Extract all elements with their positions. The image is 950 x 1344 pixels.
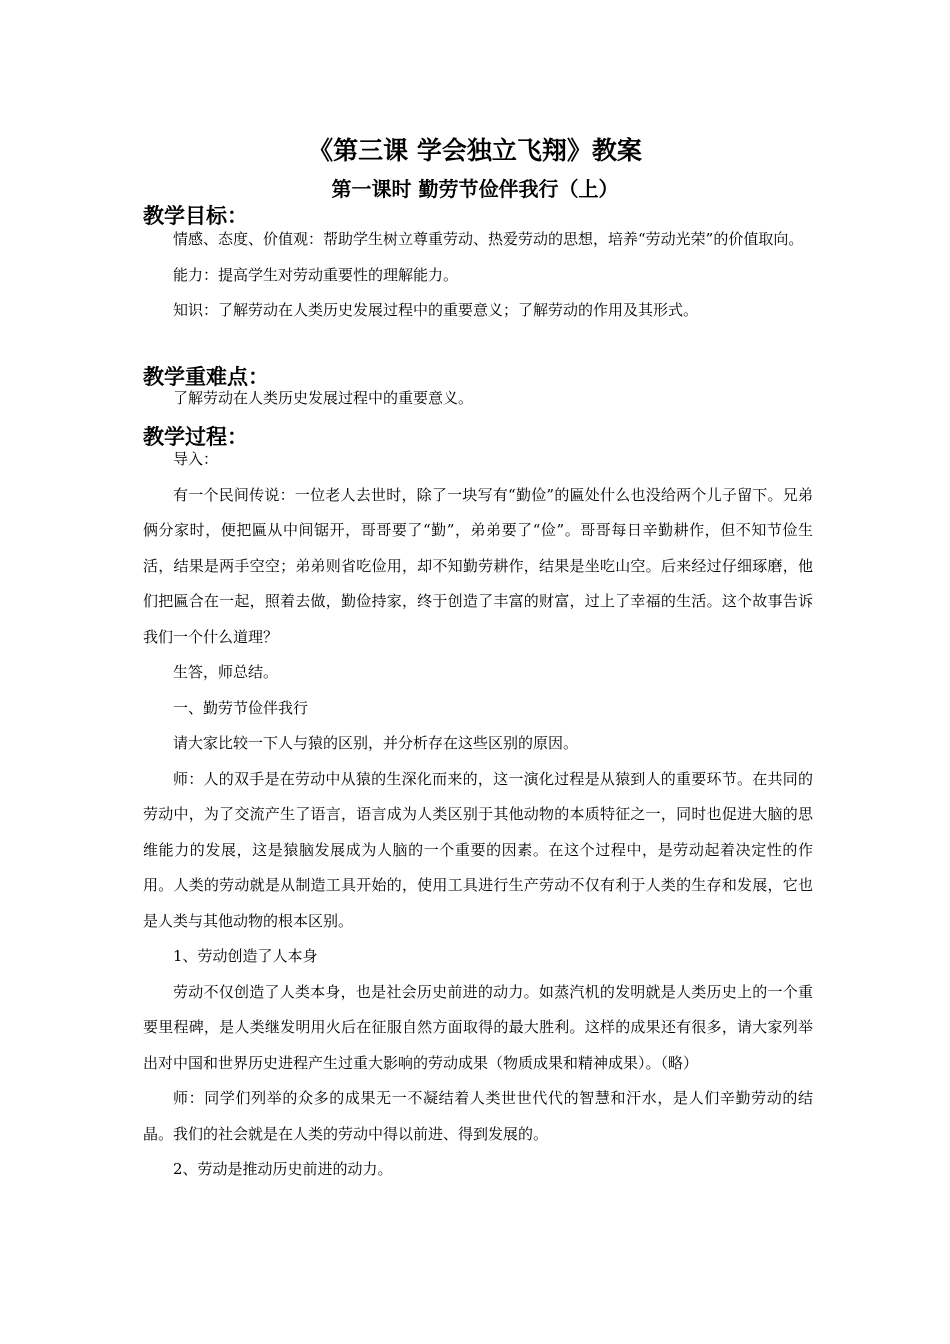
section-heading-key-points: 教学重难点： xyxy=(143,365,269,389)
section-heading-objectives: 教学目标： xyxy=(143,204,248,228)
section-heading-process: 教学过程： xyxy=(143,425,248,449)
section-body-process xyxy=(143,442,813,1188)
paragraph: 2、劳动是推动历史前进的动力。 xyxy=(173,1160,393,1178)
document-subtitle: 第一课时 勤劳节俭伴我行（上） xyxy=(331,177,619,201)
paragraph: 生答，师总结。 xyxy=(173,663,279,681)
paragraph: 有一个民间传说：一位老人去世时，除了一块写有“勤俭”的匾处什么也没给两个儿子留下。兄弟俩分家时，便把匾从中间锯开，哥哥要了“勤”，弟弟要了“俭”。哥哥每日辛勤耕作，但不知节俭生活，结果是两手空空；弟弟则省吃俭用，却不知勤劳耕作，结果是坐吃山空。后来经过仔细琢磨，他们把匾合在一起，照着去做，勤俭持家，终于创造了丰富的财富，过上了幸福的生活。这个故事告诉我们一个什么道理？ xyxy=(143,485,813,646)
paragraph: 情感、态度、价值观：帮助学生树立尊重劳动、热爱劳动的思想，培养“劳动光荣”的价值取向。 xyxy=(173,230,804,248)
paragraph: 1、劳动创造了人本身 xyxy=(173,947,318,965)
section-body-objectives xyxy=(143,222,813,329)
paragraph: 能力：提高学生对劳动重要性的理解能力。 xyxy=(173,265,459,284)
paragraph: 劳动不仅创造了人类本身，也是社会历史前进的动力。如蒸汽机的发明就是人类历史上的一个重要里程碑，是人类继发明用火后在征服自然方面取得的最大胜利。这样的成果还有很多，请大家列举出对中国和世界历史进程产生过重大影响的劳动成果（物质成果和精神成果）。（略） xyxy=(143,982,813,1072)
paragraph: 师：同学们列举的众多的成果无一不凝结着人类世世代代的智慧和汗水，是人们辛勤劳动的结晶。我们的社会就是在人类的劳动中得以前进、得到发展的。 xyxy=(143,1089,813,1143)
paragraph: 知识：了解劳动在人类历史发展过程中的重要意义；了解劳动的作用及其形式。 xyxy=(173,301,699,319)
paragraph: 请大家比较一下人与猿的区别，并分析存在这些区别的原因。 xyxy=(173,734,579,752)
paragraph: 一、勤劳节俭伴我行 xyxy=(173,698,309,717)
paragraph: 师：人的双手是在劳动中从猿的生深化而来的，这一演化过程是从猿到人的重要环节。在共同的劳动中，为了交流产生了语言，语言成为人类区别于其他动物的本质特征之一，同时也促进大脑的思维能力的发展，这是猿脑发展成为人脑的一个重要的因素。在这个过程中，是劳动起着决定性的作用。人类的劳动就是从制造工具开始的，使用工具进行生产劳动不仅有利于人类的生存和发展，它也是人类与其他动物的根本区别。 xyxy=(143,769,813,930)
paragraph: 了解劳动在人类历史发展过程中的重要意义。 xyxy=(173,389,474,407)
document-title: 《第三课 学会独立飞翔》教案 xyxy=(308,136,642,165)
section-body-key-points xyxy=(143,381,813,417)
paragraph: 导入： xyxy=(173,450,219,468)
